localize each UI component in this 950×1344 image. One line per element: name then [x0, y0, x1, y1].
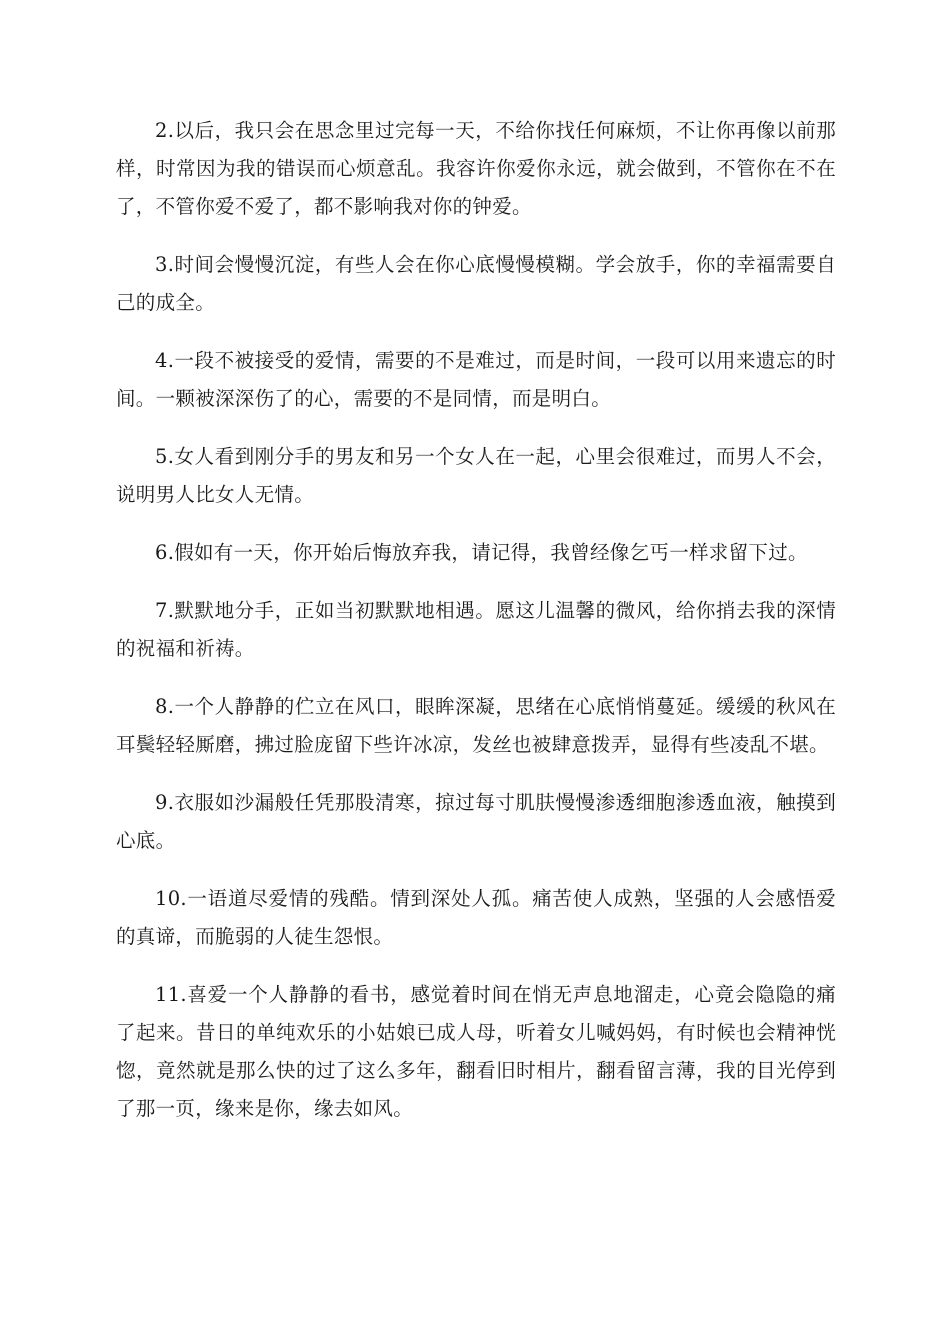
paragraph-8: 8.一个人静静的伫立在风口，眼眸深凝，思绪在心底悄悄蔓延。缓缓的秋风在耳鬓轻轻厮磨，拂过脸庞留下些许冰凉，发丝也被肆意拨弄，显得有些凌乱不堪。: [116, 695, 836, 756]
document-page: [116, 112, 836, 1148]
paragraph-7: 7.默默地分手，正如当初默默地相遇。愿这儿温馨的微风，给你捎去我的深情的祝福和祈祷。: [116, 599, 836, 660]
paragraph-3: 3.时间会慢慢沉淀，有些人会在你心底慢慢模糊。学会放手，你的幸福需要自己的成全。: [116, 253, 836, 314]
paragraph-4: 4.一段不被接受的爱情，需要的不是难过，而是时间，一段可以用来遗忘的时间。一颗被深深伤了的心，需要的不是同情，而是明白。: [116, 349, 836, 410]
paragraph-6: 6.假如有一天，你开始后悔放弃我，请记得，我曾经像乞丐一样求留下过。: [155, 541, 808, 564]
paragraph-5: 5.女人看到刚分手的男友和另一个女人在一起，心里会很难过，而男人不会，说明男人比女人无情。: [116, 445, 836, 506]
paragraph-10: 10.一语道尽爱情的残酷。情到深处人孤。痛苦使人成熟，坚强的人会感悟爱的真谛，而脆弱的人徒生怨恨。: [116, 887, 836, 948]
paragraph-11: 11.喜爱一个人静静的看书，感觉着时间在悄无声息地溜走，心竟会隐隐的痛了起来。昔日的单纯欢乐的小姑娘已成人母，听着女儿喊妈妈，有时候也会精神恍惚，竟然就是那么快的过了这么多年，翻看旧时相片，翻看留言薄，我的目光停到了那一页，缘来是你，缘去如风。: [116, 983, 836, 1120]
paragraph-9: 9.衣服如沙漏般任凭那股清寒，掠过每寸肌肤慢慢渗透细胞渗透血液，触摸到心底。: [116, 791, 836, 852]
paragraph-2: 2.以后，我只会在思念里过完每一天，不给你找任何麻烦，不让你再像以前那样，时常因为我的错误而心烦意乱。我容许你爱你永远，就会做到，不管你在不在了，不管你爱不爱了，都不影响我对你的钟爱。: [116, 119, 836, 218]
